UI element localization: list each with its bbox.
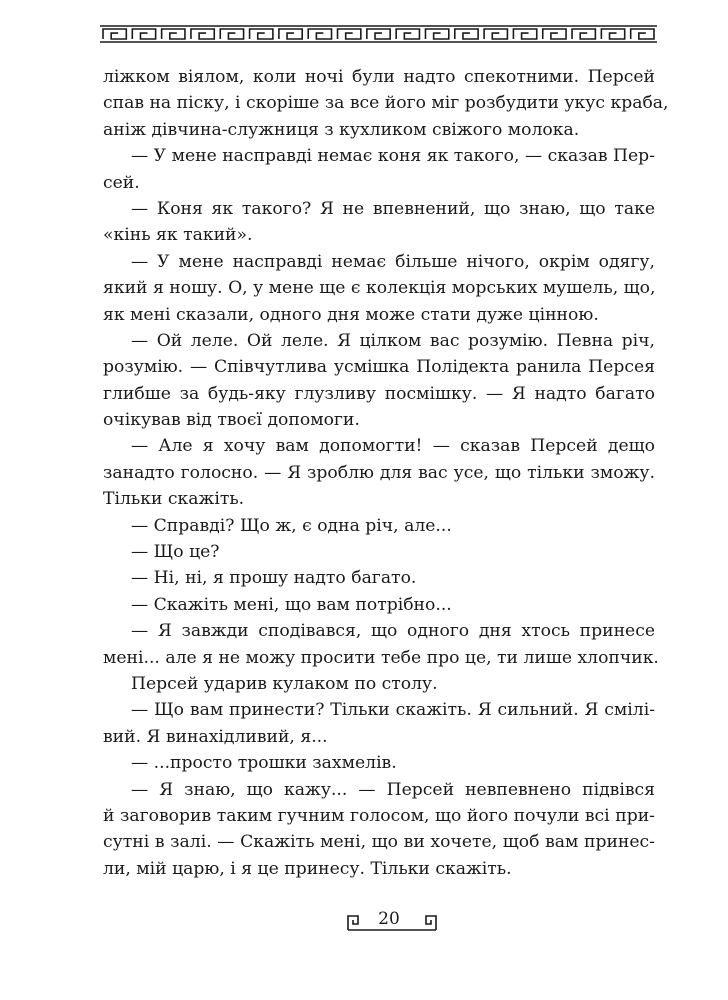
text-line: — Скажіть мені, що вам потрібно... [131,594,452,615]
text-line: аніж дівчина-служниця з кухликом свіжого молока. [103,119,580,140]
text-line: — Що вам принести? Тільки скажіть. Я сильний. Я смілі- [131,700,655,721]
text-line: — Справді? Що ж, є одна річ, але... [131,515,452,536]
text-line: ліжком віялом, коли ночі були надто спекотними. Персей [103,67,655,87]
text-line: занадто голосно. — Я зроблю для вас усе, що тільки зможу. [103,462,655,483]
greek-key-border-top [100,25,657,43]
text-line: — У мене насправді немає більше нічого, окрім одягу, [131,251,655,272]
text-line: й заговорив таким гучним голосом, що його почули всі при- [103,805,655,826]
text-line: — У мене насправді немає коня як такого, — сказав Пер- [131,146,655,167]
page-footer [0,906,728,936]
text-line: розумію. — Співчутлива усмішка Полідекта ранила Персея [103,357,655,378]
text-line: — Ой леле. Ой леле. Я цілком вас розумію. Певна річ, [131,330,655,351]
page-number: 20 [378,909,400,929]
text-line: сей. [103,172,140,193]
text-line: як мені сказали, одного дня може стати дуже цінною. [103,304,599,325]
text-line: — Що це? [131,542,220,563]
text-line: який я ношу. О, у мене ще є колекція морських мушель, що, [103,278,656,299]
text-line: — Коня як такого? Я не впевнений, що знаю, що таке [131,198,655,219]
text-line: Персей ударив кулаком по столу. [131,673,438,694]
text-line: — Але я хочу вам допомогти! — сказав Персей дещо [131,436,655,457]
text-line: — Ні, ні, я прошу надто багато. [131,568,417,589]
text-line: «кінь як такий». [103,225,253,246]
text-line: — ...просто трошки захмелів. [131,753,397,774]
text-line: спав на піску, і скоріше за все його міг розбудити укус краба, [103,93,669,114]
book-text [103,64,669,882]
text-line: глибше за будь-яку глузливу посмішку. — Я надто багато [103,383,655,404]
text-line: вий. Я винахідливий, я... [103,726,328,747]
text-line: — Я знаю, що кажу... — Персей невпевнено підвівся [131,779,655,800]
text-line: — Я завжди сподівався, що одного дня хтось принесе [131,621,655,642]
text-line: ли, мій царю, і я це принесу. Тільки скажіть. [103,858,512,879]
text-line: Тільки скажіть. [103,489,245,510]
text-line: сутні в залі. — Скажіть мені, що ви хочете, щоб вам принес- [103,832,655,853]
text-line: очікував від твоєї допомоги. [103,410,360,431]
text-line: мені... але я не можу просити тебе про це, ти лише хлопчик. [103,647,659,668]
